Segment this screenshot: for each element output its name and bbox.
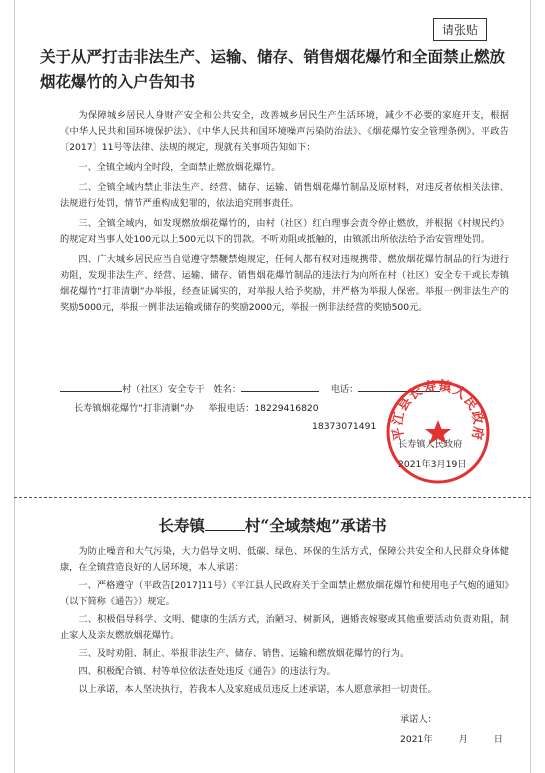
notice-item-1: 一、全镇全域内全时段，全面禁止燃放烟花爆竹。 [78,162,281,173]
pledge-item-1: 一、严格遵守（平政告[2017]11号）《平江县人民政府关于全面禁止燃放烟花爆竹和使用电子气炮的通知》（以下简称《通告》）规定。 [60,580,509,607]
pledge-closing: 以上承诺，本人坚决执行，若我本人及家庭成员违反上述承诺，本人愿意承担一切责任。 [78,684,437,695]
pledge-date-day: 日 [493,734,503,745]
notice-intro: 为保障城乡居民人身财产安全和公共安全，改善城乡居民生产生活环境，减少不必要的家庭开支，根据《中华人民共和国环境保护法》、《中华人民共和国环境噪声污染防治法》、《烟花爆竹安全管理条例》、平政告〔2017〕11号等法律、法规的规定，现就有关事项告知如下： [60,110,509,153]
office-name: 长寿镇烟花爆竹“打非清剿”办 [74,403,194,414]
name-label: 姓名： [213,384,242,395]
signature-org: 长寿镇人民政府 [398,439,463,450]
pledge-item-4: 四、积极配合镇、村等单位依法查处违反《通告》的违法行为。 [78,666,336,677]
notice-title: 关于从严打击非法生产、运输、储存、销售烟花爆竹和全面禁止燃放烟花爆竹的入户告知书 [40,47,506,91]
post-notice-badge: 请张贴 [433,18,487,41]
cut-line [14,497,531,498]
notice-item-2: 二、全镇全域内禁止非法生产、经营、储存、运输、销售烟花爆竹制品及原材料，对违反者依相关法律、法规进行处罚，情节严重构成犯罪的，依法追究刑事责任。 [60,182,509,209]
village-suffix: 村（社区）安全专干 [122,384,205,395]
seal-text: 平江县长寿镇人民政府 [390,378,486,442]
village-blank [60,380,122,392]
pledge-date-month: 月 [458,734,468,745]
report-phone-label: 举报电话： [208,403,255,414]
page-border-left [14,0,15,773]
pledge-body [60,544,509,700]
notice-item-3: 三、全镇全域内，如发现燃放烟花爆竹的，由村（社区）红白理事会责令停止燃放，并根据《村规民约》的规定对当事人处100元以上500元以下的罚款。不听劝阻或抵触的，由镇派出所依法给予治安管理处罚。 [60,218,509,245]
report-phone-2: 18373071491 [312,421,377,432]
page-border-right [530,0,531,773]
official-seal-icon [384,378,492,486]
notice-item-4: 四、广大城乡居民应当自觉遵守禁鞭禁炮规定，任何人都有权对违规携带、燃放烟花爆竹制品的行为进行劝阻，发现非法生产、经营、运输、储存、销售烟花爆竹制品的违法行为向所在村（社区）安全专干或长寿镇烟花爆竹“打非清剿”办举报，经查证属实的，对举报人给予奖励，并严格为举报人保密。举报一例非法生产的奖励5000元，举报一例非法运输或储存的奖励2000元，举报一例非法经营的奖励500元。 [60,254,509,313]
pledge-title-suffix: 村“全域禁炮”承诺书 [244,516,387,535]
pledge-title-prefix: 长寿镇 [158,516,205,535]
village-name-blank [205,516,245,531]
notice-body [60,108,509,320]
pledge-intro: 为防止噪音和大气污染，大力倡导文明、低碳、绿色、环保的生活方式，保障公共安全和人民群众身体健康，在全镇营造良好的人居环境，本人承诺： [60,546,509,573]
notice-date: 2021年3月19日 [398,459,467,470]
office-row [74,401,319,417]
pledge-date [400,731,503,745]
pledge-title [0,514,545,536]
phone-label: 电话： [330,384,359,395]
report-phone-1: 18229416820 [254,403,319,414]
pledge-item-2: 二、积极倡导科学、文明、健康的生活方式，治陋习、树新风，遇婚丧嫁娶或其他重要活动负责劝阻，制止家人及亲友燃放烟花爆竹。 [60,614,509,641]
pledge-item-3: 三、及时劝阻、制止、举报非法生产、储存、销售、运输和燃放烟花爆竹的行为。 [78,648,410,659]
pledge-date-year: 2021年 [400,734,433,745]
name-blank [241,380,319,392]
pledger-label: 承诺人： [400,714,437,725]
